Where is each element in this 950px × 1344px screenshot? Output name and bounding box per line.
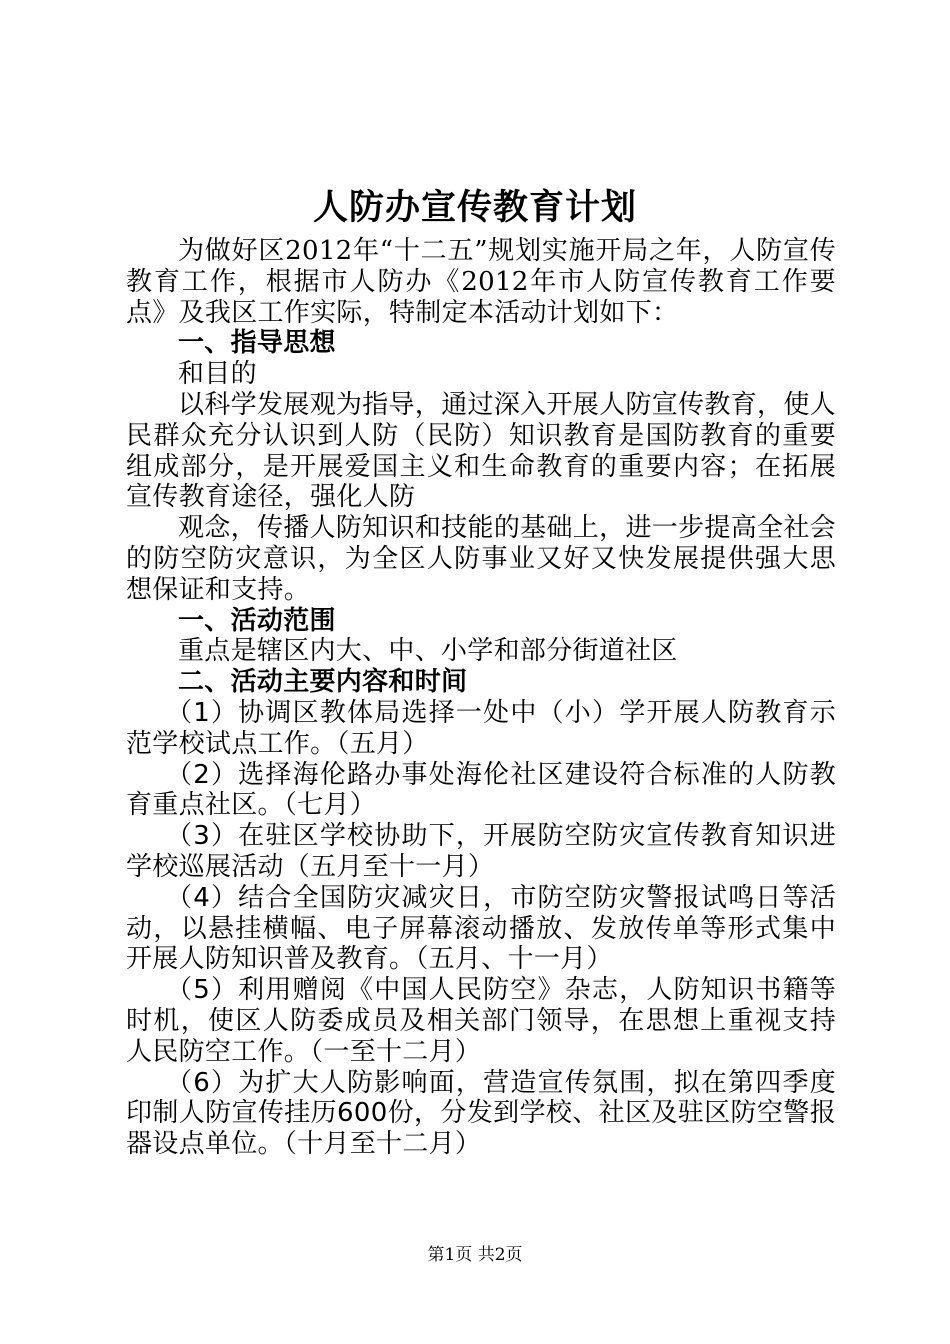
guiding-paragraph-1: 以科学发展观为指导，通过深入开展人防宣传教育，使人民群众充分认识到人防（民防）知识教育是国防教育的重要组成部分，是开展爱国主义和生命教育的重要内容；在拓展宣传教育途径，强化人防	[126, 389, 836, 513]
list-item	[126, 883, 836, 975]
intro-paragraph: 为做好区2012年“十二五”规划实施开局之年，人防宣传教育工作，根据市人防办《2012年市人防宣传教育工作要点》及我区工作实际，特制定本活动计划如下：	[126, 236, 836, 328]
list-item-period: （七月）	[283, 790, 377, 821]
list-item	[126, 760, 836, 822]
document-title: 人防办宣传教育计划	[312, 187, 637, 228]
document-body	[126, 236, 836, 1160]
list-item-text: （5）利用赠阅《中国人民防空》杂志，人防知识书籍等时机，使区人防委成员及相关部门领导，在思想上重视支持人民防空工作。	[126, 975, 836, 1067]
list-item-text: （1）协调区教体局选择一处中（小）学开展人防教育示范学校试点工作。	[126, 697, 836, 759]
section-heading-guiding-ideology: 一、指导思想	[178, 328, 336, 359]
list-item	[126, 975, 836, 1067]
list-item-period: （五月、十一月）	[415, 944, 613, 975]
list-item-period: （十月至十二月）	[283, 1129, 482, 1160]
list-item	[126, 1068, 836, 1160]
list-item	[126, 698, 836, 760]
section-heading-continuation: 和目的	[178, 359, 257, 390]
list-item-text: （4）结合全国防灾减灾日，市防空防灾警报试鸣日等活动，以悬挂横幅、电子屏幕滚动播放、发放传单等形式集中开展人防知识普及教育。	[126, 882, 836, 975]
list-item-period: （一至十二月）	[310, 1036, 482, 1067]
scope-paragraph: 重点是辖区内大、中、小学和部分街道社区	[178, 636, 678, 667]
guiding-paragraph-2: 观念，传播人防知识和技能的基础上，进一步提高全社会的防空防灾意识，为全区人防事业又好又快发展提供强大思想保证和支持。	[126, 513, 836, 605]
page-footer: 第1页 共2页	[427, 1245, 523, 1265]
list-item-text: （3）在驻区学校协助下，开展防空防灾宣传教育知识进学校巡展活动（五月至十一月）	[126, 821, 836, 882]
list-item-period: （五月）	[336, 728, 429, 759]
section-heading-scope: 一、活动范围	[178, 605, 336, 636]
section-heading-content-and-time: 二、活动主要内容和时间	[178, 667, 468, 698]
list-item	[126, 821, 836, 883]
list-item-text: （6）为扩大人防影响面，营造宣传氛围，拟在第四季度印制人防宣传挂历600份，分发到学校、社区及驻区防空警报器设点单位。	[126, 1067, 836, 1160]
list-item-text: （2）选择海伦路办事处海伦社区建设符合标准的人防教育重点社区。	[126, 759, 836, 821]
